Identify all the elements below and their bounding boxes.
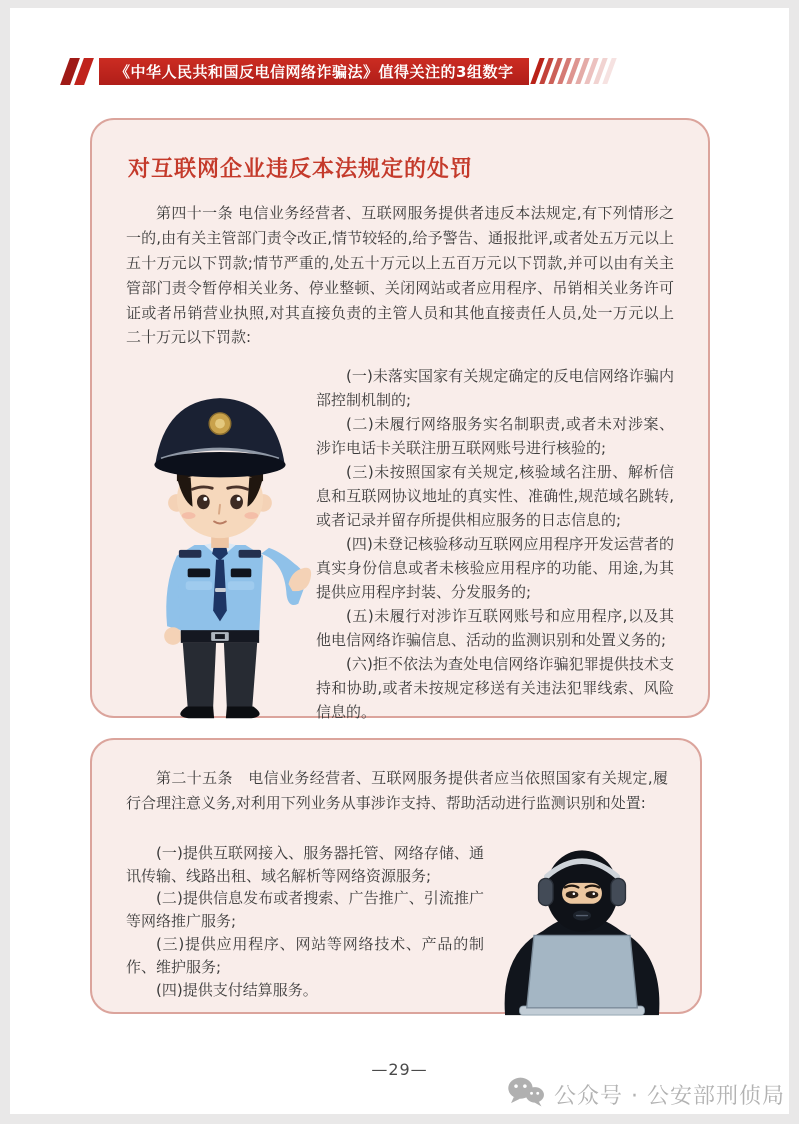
banner-title: 《中华人民共和国反电信网络诈骗法》值得关注的3组数字 [99, 58, 529, 85]
law-item: (一)未落实国家有关规定确定的反电信网络诈骗内部控制机制的; [316, 367, 674, 410]
law-item: (一)提供互联网接入、服务器托管、网络存储、通讯传输、线路出租、域名解析等网络资源服务; [126, 843, 484, 885]
article-41-items [312, 364, 674, 728]
banner-stripe-decoration [535, 58, 616, 84]
watermark-text: 公众号 · 公安部刑侦局 [554, 1084, 785, 1109]
law-item: (五)未履行对涉诈互联网账号和应用程序,以及其他电信网络诈骗信息、活动的监测识别和处置义务的; [316, 607, 674, 650]
watermark [507, 1076, 785, 1113]
law-item: (四)未登记核验移动互联网应用程序开发运营者的真实身份信息或者未核验应用程序的功能、用途,为其提供应用程序封装、分发服务的; [316, 535, 674, 602]
law-item: (四)提供支付结算服务。 [156, 980, 318, 999]
header-banner [65, 56, 616, 86]
law-item: (六)拒不依法为查处电信网络诈骗犯罪提供技术支持和协助,或者未按规定移送有关违法犯罪线索、风险信息的。 [316, 655, 674, 722]
article-25-intro: 第二十五条 电信业务经营者、互联网服务提供者应当依照国家有关规定,履行合理注意义务,对利用下列业务从事涉诈支持、帮助活动进行监测识别和处置: [126, 769, 668, 812]
police-officer-illustration [126, 364, 312, 728]
article-41-intro: 第四十一条 电信业务经营者、互联网服务提供者违反本法规定,有下列情形之一的,由有关主管部门责令改正,情节较轻的,给予警告、通报批评,或者处五万元以上五十万元以下罚款;情节严重的,处五十万元以上五百万元以下罚款,并可以由有关主管部门责令暂停相关业务、停业整顿、关闭网站或者应用程序、吊销相关业务许可证或者吊销营业执照,对其直接负责的主管人员和其他直接责任人员,处一万元以上二十万元以下罚款: [126, 204, 674, 347]
law-item: (二)提供信息发布或者搜索、广告推广、引流推广等网络推广服务; [126, 889, 484, 931]
law-item: (三)未按照国家有关规定,核验域名注册、解析信息和互联网协议地址的真实性、准确性,规范域名跳转,或者记录并留存所提供相应服务的日志信息的; [316, 463, 674, 530]
card-title: 对互联网企业违反本法规定的处罚 [128, 157, 474, 182]
card2-content-row [126, 842, 668, 1016]
hacker-illustration [484, 842, 680, 1016]
document-page [10, 8, 789, 1114]
law-item: (二)未履行网络服务实名制职责,或者未对涉案、涉诈电话卡关联注册互联网账号进行核验的; [316, 415, 674, 458]
card1-content-row [126, 364, 674, 728]
law-card-article-25 [90, 738, 702, 1014]
article-25-items [126, 842, 484, 1016]
page-number: —29— [371, 1060, 428, 1079]
wechat-icon [507, 1076, 545, 1113]
law-card-article-41 [90, 118, 710, 722]
law-item: (三)提供应用程序、网站等网络技术、产品的制作、维护服务; [126, 934, 484, 976]
